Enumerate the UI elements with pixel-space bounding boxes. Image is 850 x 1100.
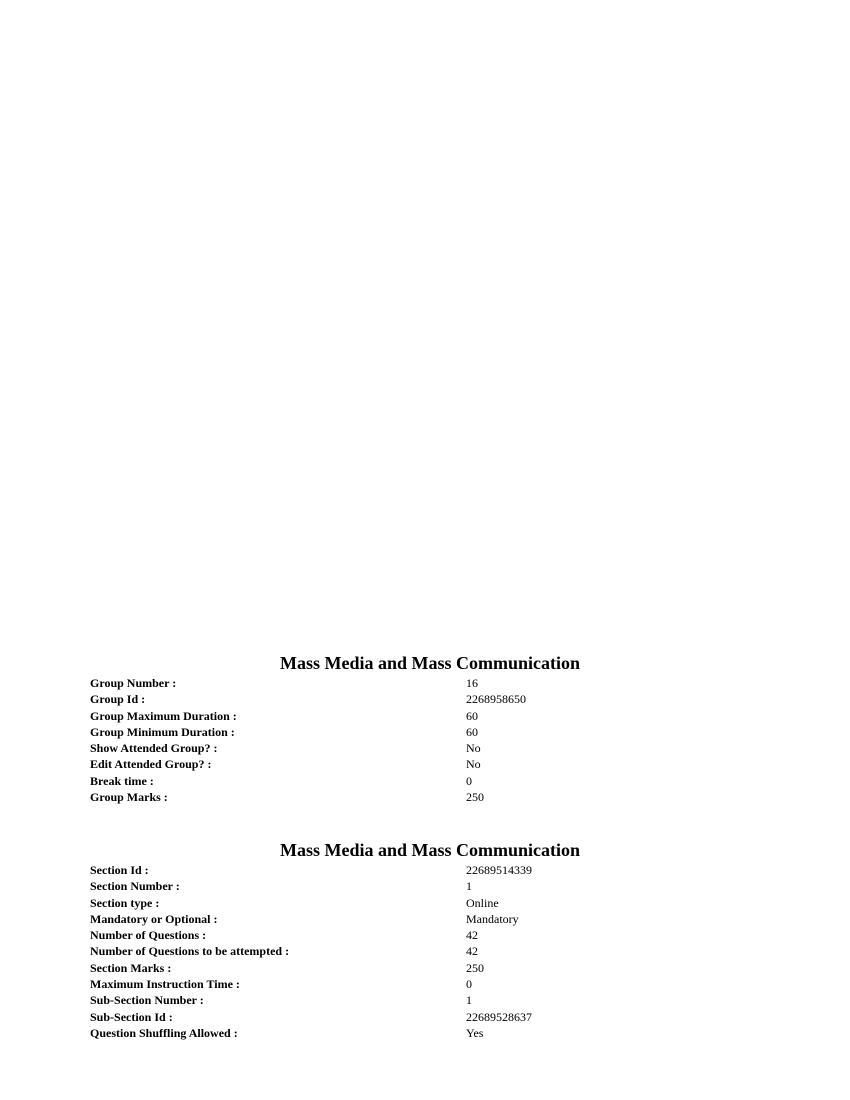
section-id-value: 22689514339: [466, 863, 532, 877]
mandatory-optional-label: Mandatory or Optional :: [90, 911, 218, 926]
group-max-duration-row: [90, 708, 770, 724]
group-max-duration-label: Group Maximum Duration :: [90, 708, 237, 723]
group-number-value: 16: [466, 676, 478, 690]
section-marks-label: Section Marks :: [90, 960, 172, 975]
group-title: Mass Media and Mass Communication: [280, 653, 581, 673]
number-of-questions-row: [90, 927, 770, 943]
group-id-value: 2268958650: [466, 692, 526, 707]
section-number-row: [90, 878, 770, 894]
section-type-value: Online: [466, 895, 499, 910]
break-time-value: 0: [466, 773, 472, 788]
edit-attended-group-label: Edit Attended Group? :: [90, 757, 212, 772]
sub-section-id-label: Sub-Section Id :: [90, 1009, 173, 1024]
group-marks-value: 250: [466, 790, 484, 805]
section-type-label: Section type :: [90, 895, 160, 910]
sub-section-number-row: [90, 992, 770, 1008]
group-marks-row: [90, 789, 770, 805]
questions-to-attempt-label: Number of Questions to be attempted :: [90, 944, 290, 959]
edit-attended-group-value: No: [466, 757, 481, 772]
question-shuffling-row: [90, 1025, 770, 1041]
max-instruction-time-row: [90, 976, 770, 992]
section-id-label: Section Id :: [90, 863, 149, 877]
group-number-row: [90, 675, 770, 691]
section-marks-row: [90, 960, 770, 976]
group-min-duration-label: Group Minimum Duration :: [90, 724, 235, 739]
section-marks-value: 250: [466, 960, 484, 975]
section-details-list: [90, 862, 770, 1041]
question-shuffling-label: Question Shuffling Allowed :: [90, 1025, 238, 1040]
number-of-questions-value: 42: [466, 928, 478, 943]
break-time-label: Break time :: [90, 773, 154, 788]
number-of-questions-label: Number of Questions :: [90, 928, 207, 943]
group-min-duration-value: 60: [466, 724, 478, 739]
sub-section-number-value: 1: [466, 993, 472, 1008]
max-instruction-time-label: Maximum Instruction Time :: [90, 977, 240, 992]
mandatory-optional-value: Mandatory: [466, 911, 519, 926]
group-max-duration-value: 60: [466, 708, 478, 723]
sub-section-number-label: Sub-Section Number :: [90, 993, 204, 1008]
section-type-row: [90, 895, 770, 911]
max-instruction-time-value: 0: [466, 977, 472, 992]
group-id-row: [90, 691, 770, 707]
questions-to-attempt-row: [90, 943, 770, 959]
show-attended-group-label: Show Attended Group? :: [90, 741, 218, 756]
group-id-label: Group Id :: [90, 692, 146, 707]
edit-attended-group-row: [90, 756, 770, 772]
questions-to-attempt-value: 42: [466, 944, 478, 959]
group-marks-label: Group Marks :: [90, 790, 168, 805]
show-attended-group-row: [90, 740, 770, 756]
sub-section-id-value: 22689528637: [466, 1009, 532, 1024]
section-number-value: 1: [466, 879, 472, 894]
break-time-row: [90, 773, 770, 789]
show-attended-group-value: No: [466, 741, 481, 756]
section-number-label: Section Number :: [90, 879, 180, 894]
section-title: Mass Media and Mass Communication: [280, 840, 581, 860]
question-shuffling-value: Yes: [466, 1025, 484, 1040]
group-number-label: Group Number :: [90, 676, 177, 690]
group-details-list: [90, 675, 770, 805]
mandatory-optional-row: [90, 911, 770, 927]
group-min-duration-row: [90, 724, 770, 740]
section-id-row: [90, 862, 770, 878]
sub-section-id-row: [90, 1009, 770, 1025]
